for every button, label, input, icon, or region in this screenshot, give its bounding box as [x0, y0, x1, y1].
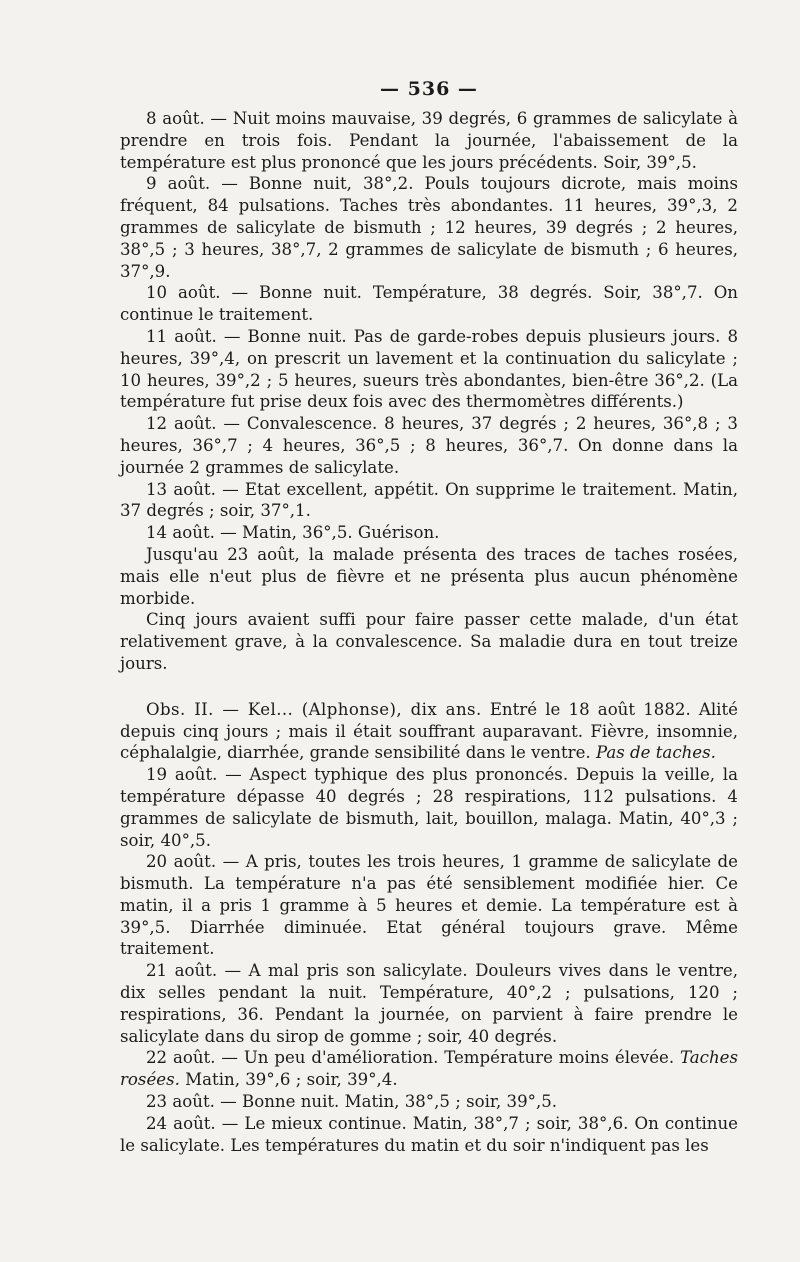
- entry-aug-8: 8 août. — Nuit moins mauvaise, 39 degrés, 6 grammes de salicylate à prendre en trois fois. Pendant la journée, l'abaissement de la température est plus prononcé que les jours précédents. Soir, 39°,5.: [120, 109, 738, 172]
- entry-aug-19: 19 août. — Aspect typhique des plus prononcés. Depuis la veille, la température dépasse 40 degrés ; 28 respirations, 112 pulsations. 4 grammes de salicylate de bismuth, lait, bouillon, malaga. Matin, 40°,3 ; soir, 40°,5.: [120, 765, 738, 850]
- entry-aug-14: 14 août. — Matin, 36°,5. Guérison.: [146, 523, 440, 543]
- entry-aug-21: 21 août. — A mal pris son salicylate. Douleurs vives dans le ventre, dix selles pendant la nuit. Température, 40°,2 ; pulsations, 120 ; respirations, 36. Pendant la journée, on parvient à faire prendre le salicylate dans du sirop de gomme ; soir, 40 degrés.: [120, 961, 738, 1046]
- observation-intro: [120, 699, 738, 764]
- section-gap: [120, 675, 738, 699]
- entry-aug-22-tail: Matin, 39°,6 ; soir, 39°,4.: [179, 1070, 398, 1090]
- page-number: — 536 —: [380, 78, 478, 100]
- observation-heading: Obs. II. — Kel... (Alphonse), dix ans.: [146, 699, 482, 719]
- entry-aug-22-italic: Taches rosées.: [120, 1048, 738, 1090]
- paragraph-summary: Cinq jours avaient suffi pour faire passer cette malade, d'un état relativement grave, à la convalescence. Sa maladie dura en tout treize jours.: [120, 610, 738, 673]
- entry-aug-22-text: 22 août. — Un peu d'amélioration. Température moins élevée.: [146, 1048, 680, 1068]
- entry-aug-23: 23 août. — Bonne nuit. Matin, 38°,5 ; soir, 39°,5.: [146, 1092, 558, 1112]
- entry-aug-20: 20 août. — A pris, toutes les trois heures, 1 gramme de salicylate de bismuth. La température n'a pas été sensiblement modifiée hier. Ce matin, il a pris 1 gramme à 5 heures et demie. La température est à 39°,5. Diarrhée diminuée. Etat général toujours grave. Même traitement.: [120, 852, 738, 959]
- observation-intro-text: Entré le 18 août 1882. Alité depuis cinq jours ; mais il était souffrant auparavant. Fièvre, insomnie, céphalalgie, diarrhée, grande sensibilité dans le ventre.: [120, 699, 738, 763]
- entry-aug-24: 24 août. — Le mieux continue. Matin, 38°,7 ; soir, 38°,6. On continue le salicylate. Les températures du matin et du soir n'indiquent pas les: [120, 1113, 738, 1155]
- entry-aug-9: 9 août. — Bonne nuit, 38°,2. Pouls toujours dicrote, mais moins fréquent, 84 pulsations. Taches très abondantes. 11 heures, 39°,3, 2 grammes de salicylate de bismuth ; 12 heures, 39 degrés ; 2 heures, 38°,5 ; 3 heures, 38°,7, 2 grammes de salicylate de bismuth ; 6 heures, 37°,9.: [120, 174, 738, 281]
- entry-aug-22: [120, 1047, 738, 1091]
- entry-aug-10: 10 août. — Bonne nuit. Température, 38 degrés. Soir, 38°,7. On continue le traitement.: [120, 283, 738, 325]
- entry-aug-13: 13 août. — Etat excellent, appétit. On supprime le traitement. Matin, 37 degrés ; soir, 37°,1.: [120, 479, 738, 521]
- observation-intro-italic: Pas de taches.: [595, 743, 716, 763]
- entry-aug-11: 11 août. — Bonne nuit. Pas de garde-robes depuis plusieurs jours. 8 heures, 39°,4, on prescrit un lavement et la continuation du salicylate ; 10 heures, 39°,2 ; 5 heures, sueurs très abondantes, bien-être 36°,2. (La température fut prise deux fois avec des thermomètres différents.): [120, 326, 738, 412]
- paragraph-outcome: Jusqu'au 23 août, la malade présenta des traces de taches rosées, mais elle n'eut plus de fièvre et ne présenta plus aucun phénomène morbide.: [120, 544, 738, 608]
- entry-aug-12: 12 août. — Convalescence. 8 heures, 37 degrés ; 2 heures, 36°,8 ; 3 heures, 36°,7 ; 4 heures, 36°,5 ; 8 heures, 36°,7. On donne dans la journée 2 grammes de salicylate.: [120, 414, 738, 477]
